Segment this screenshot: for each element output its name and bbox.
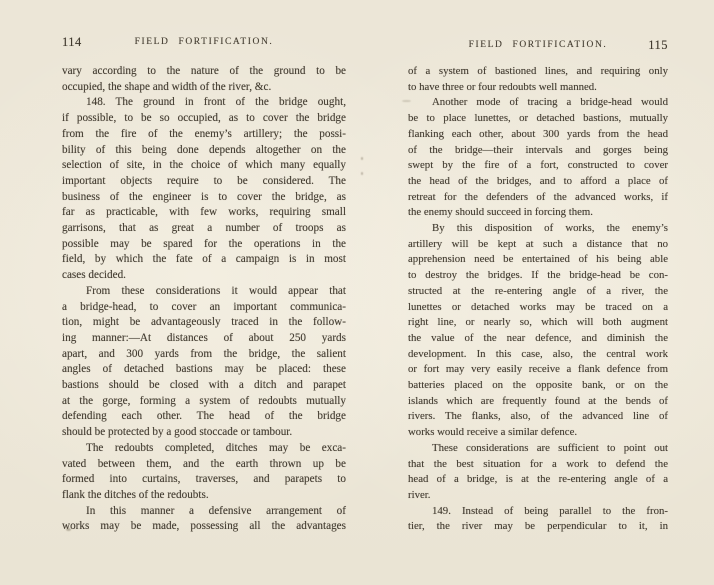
text-line: artillery will be kept at such a distance that no xyxy=(408,237,668,250)
paragraph xyxy=(62,64,346,95)
text-line: to have three or four redoubts well manned. xyxy=(408,80,597,93)
paragraph xyxy=(408,64,668,95)
text-line: From these considerations it would appear that xyxy=(86,284,346,297)
text-line: flank the ditches of the redoubts. xyxy=(62,488,209,501)
text-line: cases decided. xyxy=(62,269,126,282)
text-line: river. xyxy=(408,488,431,501)
scan-speck xyxy=(361,172,363,175)
page-number-left: 114 xyxy=(62,35,82,49)
text-line: 148. The ground in front of the bridge ought, xyxy=(86,96,346,109)
text-line: important objects require to be considered. The xyxy=(62,174,346,187)
page-body-right xyxy=(408,64,668,535)
text-line: or fort may very easily receive a flank defence from xyxy=(408,363,668,376)
scan-speck xyxy=(361,157,363,160)
text-line: swept by the fire of a fort, constructed to cover xyxy=(408,159,668,172)
text-line: By this disposition of works, the enemy’s xyxy=(432,222,668,235)
text-line: business of the engineer is to cover the bridge, as xyxy=(62,190,346,203)
text-line: apart, and 300 yards from the bridge, the salient xyxy=(62,347,346,360)
text-line: vary according to the nature of the ground to be xyxy=(62,65,346,77)
text-line: batteries placed on the opposite bank, or on the xyxy=(408,379,668,392)
text-line: bastions should be closed with a ditch and parapet xyxy=(62,379,346,392)
text-line: garrisons, that as great a number of troops as xyxy=(62,222,346,235)
text-line: head of a bridge, is at the re-entering angle of a xyxy=(408,473,668,486)
text-line: of the bridge—their intervals and gorges being xyxy=(408,143,668,156)
paragraph xyxy=(408,221,668,441)
page-right xyxy=(408,37,668,535)
text-line: from the fire of the enemy’s artillery; the possi- xyxy=(62,127,346,140)
text-line: that the best situation for a work to defend the xyxy=(408,457,668,470)
text-line: tier, the river may be perpendicular to it, in xyxy=(408,520,668,533)
text-line: to destroy the bridges. If the bridge-head be con- xyxy=(408,269,668,282)
text-line: possible may be spared for the operations in the xyxy=(62,237,346,250)
text-line: field, by which the fate of a campaign is in most xyxy=(62,253,346,266)
paragraph xyxy=(62,441,346,504)
page-number-right: 115 xyxy=(648,38,668,52)
paragraph xyxy=(62,284,346,441)
text-line: at the gorge, forming a system of redoubts mutually xyxy=(62,394,346,407)
text-line: formed into curtains, traverses, and parapets to xyxy=(62,473,346,486)
text-line: bility of this being done depends altogether on the xyxy=(62,143,346,156)
text-line: rivers. The flanks, also, of the advanced line of xyxy=(408,410,668,423)
text-line: retreat for the defenders of the advanced works, if xyxy=(408,190,668,203)
text-line: works would receive a similar defence. xyxy=(408,426,578,439)
paragraph xyxy=(408,441,668,504)
running-title-right: FIELD FORTIFICATION. xyxy=(468,40,608,50)
text-line: apprehension need be entertained of his being able xyxy=(408,253,668,266)
text-line: In this manner a defensive arrangement of xyxy=(86,504,346,517)
text-line: the enemy should succeed in forcing them. xyxy=(408,206,593,219)
text-line: of a system of bastioned lines, and requiring only xyxy=(408,65,668,77)
text-line: should be protected by a good stoccade or tambour. xyxy=(62,426,293,439)
text-line: flanking each other, about 300 yards from the head xyxy=(408,127,668,140)
text-line: vated between them, and the earth thrown up be xyxy=(62,457,346,470)
text-line: The redoubts completed, ditches may be exca- xyxy=(86,441,346,454)
text-line: Another mode of tracing a bridge-head would xyxy=(432,96,668,109)
scan-speck xyxy=(66,528,71,531)
text-line: a bridge-head, to cover an important communica- xyxy=(62,300,346,313)
paragraph xyxy=(408,504,668,535)
text-line: islands which are frequently found at the bends of xyxy=(408,394,668,407)
text-line: right line, or nearly so, which will both augment xyxy=(408,316,668,329)
page-left xyxy=(62,37,346,535)
text-line: development. In this case, also, the central work xyxy=(408,347,668,360)
text-line: occupied, the shape and width of the river, &c. xyxy=(62,80,272,93)
page-body-left xyxy=(62,64,346,535)
page-header-right xyxy=(408,40,668,54)
text-line: tion, might be advantageously traced in the follow- xyxy=(62,316,346,329)
text-line: the value of the near defence, and diminish the xyxy=(408,331,668,344)
text-line: be to place lunettes, or detached bastions, mutually xyxy=(408,112,668,125)
text-line: structed at the re-entering angle of a river, the xyxy=(408,284,668,297)
text-line: selection of site, in the choice of which many equally xyxy=(62,159,346,172)
paragraph xyxy=(408,95,668,221)
page-header-left xyxy=(62,37,346,51)
text-line: if possible, to be so occupied, as to cover the bridge xyxy=(62,112,346,125)
text-line: far as practicable, with few works, requiring small xyxy=(62,206,346,219)
text-line: lunettes or detached works may be traced on a xyxy=(408,300,668,313)
text-line: 149. Instead of being parallel to the fron- xyxy=(432,504,668,517)
running-title-left: FIELD FORTIFICATION. xyxy=(134,37,274,47)
text-line: ing manner:—At distances of about 250 yards xyxy=(62,331,346,344)
text-line: defending each other. The head of the bridge xyxy=(62,410,346,423)
text-line: works may be made, possessing all the advantages xyxy=(62,520,346,533)
text-line: These considerations are sufficient to point out xyxy=(432,441,668,454)
scan-speck xyxy=(402,100,411,102)
text-line: angles of detached bastions may be placed: these xyxy=(62,363,346,376)
paragraph xyxy=(62,95,346,283)
paragraph xyxy=(62,504,346,535)
text-line: the head of the bridges, and to afford a place of xyxy=(408,174,668,187)
